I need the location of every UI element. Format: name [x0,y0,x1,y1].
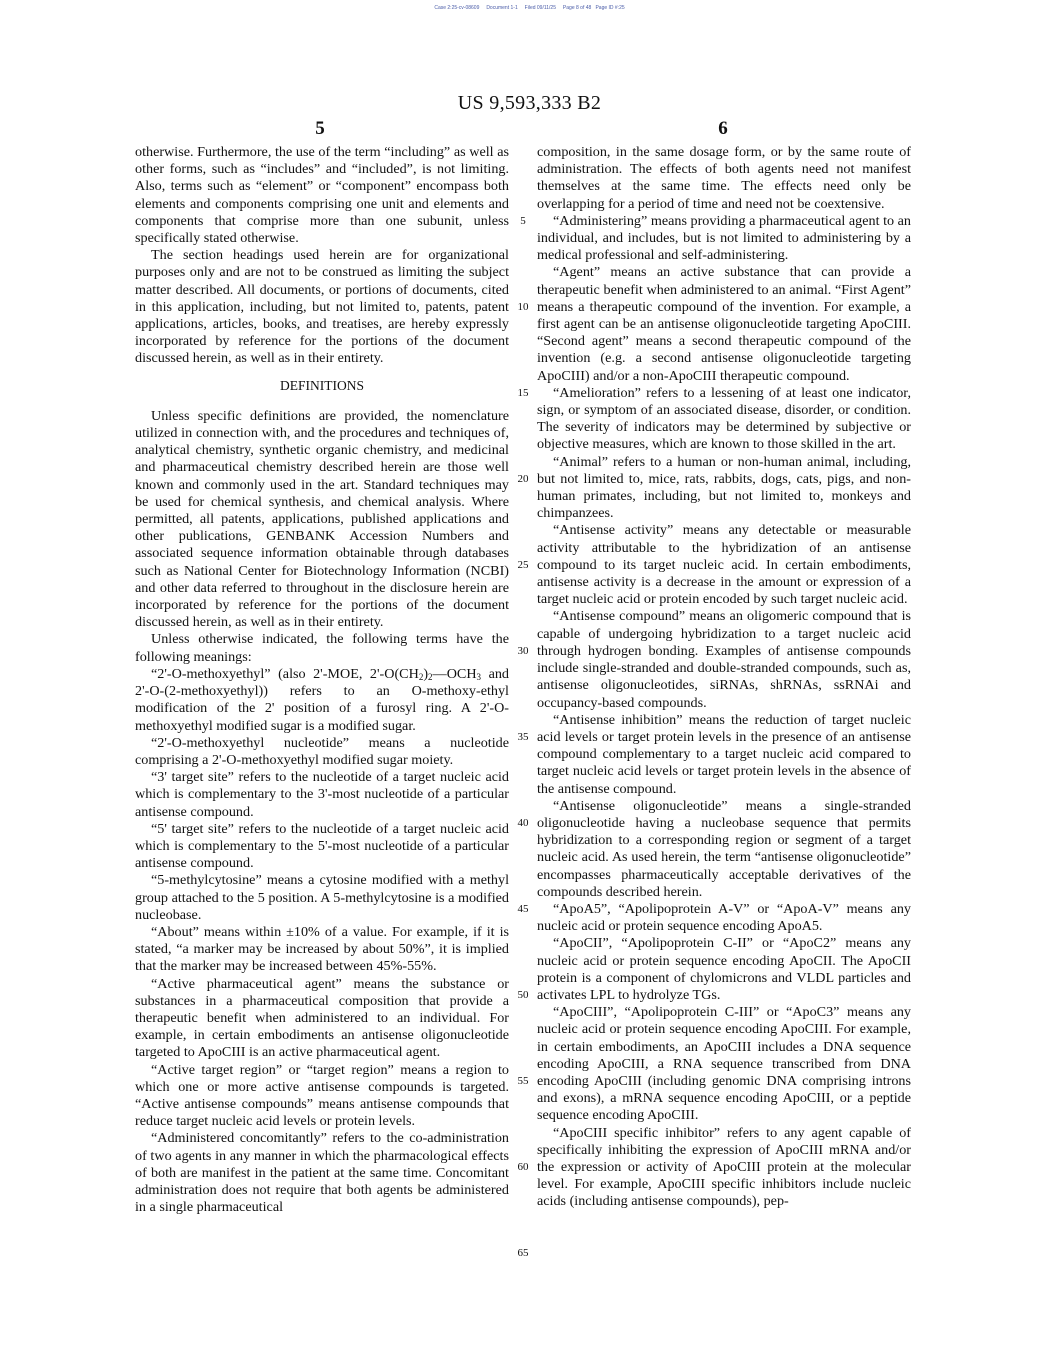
line-number: 30 [517,645,529,657]
subscript: 3 [476,671,482,682]
paragraph: composition, in the same dosage form, or by the same route of administration. The effects of both agents need not manifest themselves at the same time. The effects need only be overlapping for a period of time and need not be coextensive. [537,144,911,212]
line-number: 35 [517,731,529,743]
column-number-left: 5 [315,118,325,139]
patent-number: US 9,593,333 B2 [457,92,602,114]
text-run: —OCH [432,665,477,682]
section-heading: DEFINITIONS [280,377,364,393]
subscript: 2 [428,671,433,682]
paragraph: “Animal” refers to a human or non-human animal, including, but not limited to, mice, rats, rabbits, dogs, cats, pigs, and non-human primates, including, but not limited to, monkeys and chimpanzees. [537,453,911,522]
paragraph: “Active target region” or “target region” means a region to which one or more active antisense compounds is targeted. “Active antisense compounds” means antisense compounds that reduce target nucleic acid levels or protein levels. [135,1061,509,1130]
paragraph: “Administered concomitantly” refers to the co-administration of two agents in any manner in which the pharmacological effects of both are manifest in the patient at the same time. Concomitant administration does not require that both agents be administered in a single pharmaceutical [135,1130,509,1216]
paragraph: “ApoCIII”, “Apolipoprotein C-III” or “ApoC3” means any nucleic acid or protein sequence encoding ApoCIII. For example, in certain embodiments, an ApoCIII includes a DNA sequence encoding ApoCIII, a RNA sequence transcribed from DNA encoding ApoCIII (including genomic DNA comprising introns and exons), a mRNA sequence encoding ApoCIII, or a peptide sequence encoding ApoCIII. [537,1004,911,1124]
text-run: ) [423,665,429,682]
court-filing-header: Case 2:25-cv-08609 Document 1-1 Filed 09/11/25 Page 8 of 48 Page ID #:25 [434,5,625,11]
paragraph: “ApoCII”, “Apolipoprotein C-II” or “ApoC2” means any nucleic acid or protein sequence encoding ApoCII. The ApoCII protein is a component of chylomicrons and VLDL particles and activates LPL to hydrolyze TGs. [537,935,911,1003]
paragraph: “5' target site” refers to the nucleotide of a target nucleic acid which is complementary to the 5'-most nucleotide of a particular antisense compound. [135,820,509,872]
paragraph: The section headings used herein are for organizational purposes only and are not to be construed as limiting the subject matter described. All documents, or portions of documents, cited in this application, including, but not limited to, patents, patent applications, articles, books, and treatises, are hereby expressly incorporated by reference for the portions of the document discussed herein, as well as in their entirety. [135,247,509,367]
line-number: 45 [517,903,529,915]
line-number: 5 [520,215,526,227]
line-number: 55 [517,1075,529,1087]
column-number-right: 6 [718,118,728,139]
line-number: 60 [517,1161,529,1173]
line-number: 10 [517,301,529,313]
right-text-column [537,144,911,1211]
line-number: 50 [517,989,529,1001]
paragraph: “2'-O-methoxyethyl nucleotide” means a nucleotide comprising a 2'-O-methoxyethyl modified sugar moiety. [135,734,509,768]
line-number: 15 [517,387,529,399]
paragraph: “About” means within ±10% of a value. For example, if it is stated, “a marker may be increased by about 50%”, it is implied that the marker may be increased between 45%-55%. [135,923,509,975]
paragraph: “Administering” means providing a pharmaceutical agent to an individual, and includes, but is not limited to administering by a medical professional and self-administering. [537,212,911,264]
paragraph: “Antisense activity” means any detectable or measurable activity attributable to the hybridization of an antisense compound to its target nucleic acid. In certain embodiments, antisense activity is a decrease in the amount or expression of a target nucleic acid or protein encoded by such target nucleic acid. [537,522,911,608]
paragraph: “Antisense oligonucleotide” means a single-stranded oligonucleotide having a nucleobase sequence that permits hybridization to a corresponding region or segment of a target nucleic acid. As used herein, the term “antisense oligonucleotide” encompasses pharmaceutically acceptable derivatives of the compounds described herein. [537,797,911,900]
text-run: “2'-O-methoxyethyl” (also 2'-MOE, 2'-O(CH [151,665,419,682]
paragraph: “Antisense compound” means an oligomeric compound that is capable of undergoing hybridization to a target nucleic acid through hydrogen bonding. Examples of antisense compounds include single-stranded and double-stranded compounds, such as, antisense oligonucleotides, siRNAs, shRNAs, ssRNAi and occupancy-based compounds. [537,608,911,711]
definition-2-o-methoxyethyl [135,666,509,735]
paragraph: “3' target site” refers to the nucleotide of a target nucleic acid which is complementary to the 3'-most nucleotide of a particular antisense compound. [135,769,509,820]
paragraph: “Amelioration” refers to a lessening of at least one indicator, sign, or symptom of an associated disease, disorder, or condition. The severity of indicators may be determined by subjective or objective measures, which are known to those skilled in the art. [537,384,911,453]
text-run: and 2'-O-(2-methoxyethyl)) refers to an O-methoxy-ethyl modification of the 2' position of a furosyl ring. A 2'-O-methoxyethyl modified sugar is a modified sugar. [135,665,509,734]
paragraph: “Antisense inhibition” means the reduction of target nucleic acid levels or target protein levels in the presence of an antisense compound complementary to a target nucleic acid compared to target nucleic acid levels or target protein levels in the absence of the antisense compound. [537,711,911,797]
line-number: 40 [517,817,529,829]
subscript: 2 [418,671,424,682]
paragraph: “Agent” means an active substance that can provide a therapeutic benefit when administered to an animal. “First Agent” means a therapeutic compound of the invention. For example, a first agent can be an antisense oligonucleotide targeting ApoCIII. “Second agent” means a second therapeutic compound of the invention (e.g. a second antisense oligonucleotide targeting ApoCIII) and/or a non-ApoCIII therapeutic compound. [537,264,911,384]
line-number: 65 [517,1247,529,1259]
paragraph: Unless specific definitions are provided, the nomenclature utilized in connection with, and the procedures and techniques of, analytical chemistry, synthetic organic chemistry, and medicinal and pharmaceutical chemistry described herein are those well known and commonly used in the art. Standard techniques may be used for chemical synthesis, and chemical analysis. Where permitted, all patents, applications, published applications and other publications, GENBANK Accession Numbers and associated sequence information obtainable through databases such as National Center for Biotechnology Information (NCBI) and other data referred to throughout in the disclosure herein are incorporated by reference for the portions of the document discussed herein, as well as in their entirety. [135,407,509,631]
paragraph: Unless otherwise indicated, the following terms have the following meanings: [135,631,509,665]
paragraph: “Active pharmaceutical agent” means the substance or substances in a pharmaceutical composition that provide a therapeutic benefit when administered to an individual. For example, in certain embodiments an antisense oligonucleotide targeted to ApoCIII is an active pharmaceutical agent. [135,975,509,1061]
paragraph: “ApoA5”, “Apolipoprotein A-V” or “ApoA-V” means any nucleic acid or protein sequence encoding ApoA5. [537,900,911,935]
paragraph: “ApoCIII specific inhibitor” refers to any agent capable of specifically inhibiting the expression of ApoCIII mRNA and/or the expression or activity of ApoCIII protein at the molecular level. For example, ApoCIII specific inhibitors include nucleic acids (including antisense compounds), pep- [537,1124,911,1210]
paragraph: “5-methylcytosine” means a cytosine modified with a methyl group attached to the 5 position. A 5-methylcytosine is a modified nucleobase. [135,872,509,923]
line-number: 25 [517,559,529,571]
paragraph: otherwise. Furthermore, the use of the term “including” as well as other forms, such as “includes” and “included”, is not limiting. Also, terms such as “element” or “component” encompass both elements and components comprising one unit and elements and components that comprise more than one subunit, unless specifically stated otherwise. [135,144,509,247]
left-text-column [135,144,509,1216]
line-number: 20 [517,473,529,485]
